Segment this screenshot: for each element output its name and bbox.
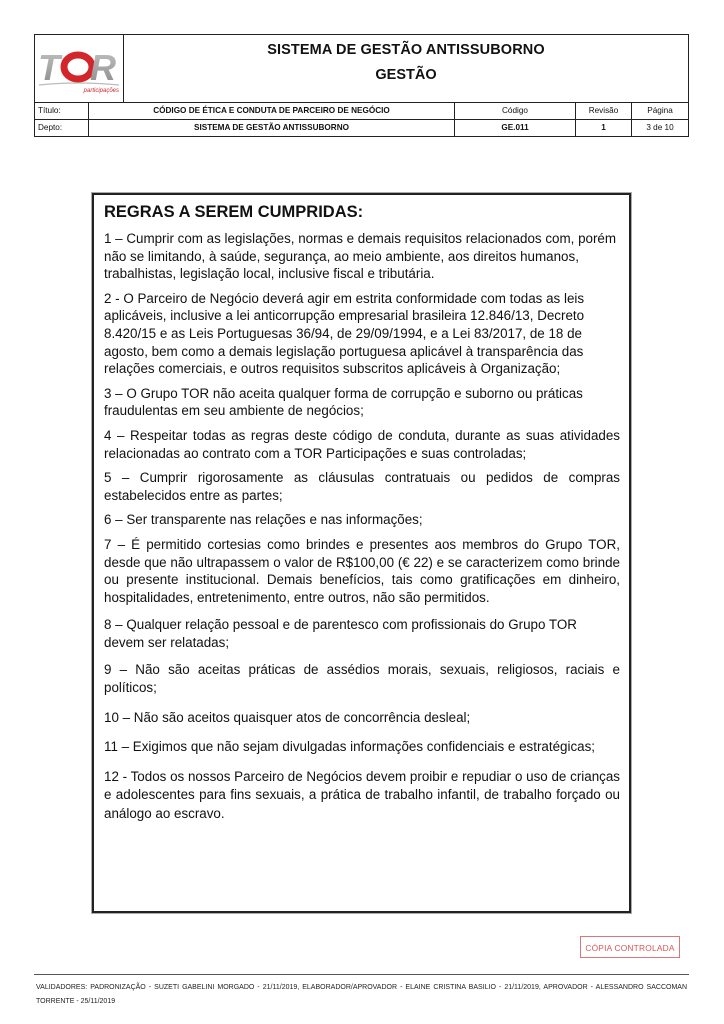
system-subtitle: GESTÃO — [375, 67, 437, 83]
revision-number: 1 — [576, 120, 632, 136]
header-top-row — [35, 35, 688, 103]
header-dept-row — [35, 119, 688, 136]
rule-item-4: 4 – Respeitar todas as regras deste código de conduta, durante as suas atividades relacionadas ao contrato com a TOR Participações e suas controladas; — [104, 427, 620, 461]
rule-item-12: 12 - Todos os nossos Parceiro de Negócios devem proibir e repudiar o uso de crianças e adolescentes para fins sexuais, a prática de trabalho infantil, de trabalho forçado ou análogo ao escravo. — [104, 768, 620, 821]
page-number: 3 de 10 — [646, 123, 674, 132]
rule-item-8: 8 – Qualquer relação pessoal e de parentesco com profissionais do Grupo TOR devem ser relatadas; — [104, 617, 577, 650]
rule-item-9: 9 – Não são aceitas práticas de assédios morais, sexuais, religiosos, raciais e políticos; — [104, 662, 620, 696]
footer-divider — [34, 974, 689, 975]
rules-box — [92, 193, 631, 913]
system-title: SISTEMA DE GESTÃO ANTISSUBORNO — [267, 42, 545, 58]
dept-label: Depto: — [35, 120, 89, 136]
logo-subtext: participações — [83, 88, 119, 94]
rule-item-1: 1 – Cumprir com as legislações, normas e demais requisitos relacionados com, porém não se limitando, à saúde, segurança, ao meio ambiente, aos direitos humanos, trabalhistas, legislação local, inclusive fiscal e tributária. — [104, 231, 617, 282]
rule-item-2: 2 - O Parceiro de Negócio deverá agir em estrita conformidade com todas as leis aplicáveis, inclusive a lei anticorrupção empresarial brasileira 12.846/13, Decreto 8.420/15 e as Leis Portuguesas 36/94, de 29/09/1994, e a Lei 83/2017, de 18 de agosto, bem como a demais legislação portuguesa aplicável à transparência das relações comerciais, e outros requisitos subscritos aplicáveis à Organização; — [104, 290, 585, 377]
revision-column-header: Revisão — [576, 103, 632, 119]
document-header — [34, 34, 689, 137]
document-title: CÓDIGO DE ÉTICA E CONDUTA DE PARCEIRO DE NEGÓCIO — [89, 103, 455, 119]
rule-item-5: 5 – Cumprir rigorosamente as cláusulas contratuais ou pedidos de compras estabelecidos entre as partes; — [104, 470, 620, 503]
rule-item-6: 6 – Ser transparente nas relações e nas informações; — [104, 512, 423, 528]
page-column-header: Página — [647, 106, 673, 115]
rule-item-7: 7 – É permitido cortesias como brindes e presentes aos membros do Grupo TOR, desde que não ultrapassem o valor de R$100,00 (€ 22) e se caracterizem como brinde ou presente institucional. Demais benefícios, tais como gratificações em dinheiro, hospitalidades, entretenimento, entre outros, não são permitidos. — [104, 536, 620, 605]
header-title-cell — [124, 35, 688, 102]
rules-heading: REGRAS A SEREM CUMPRIDAS: — [104, 203, 364, 221]
rule-item-10: 10 – Não são aceitos quaisquer atos de concorrência desleal; — [104, 709, 471, 725]
document-code: GE.011 — [455, 120, 576, 136]
controlled-copy-stamp: CÓPIA CONTROLADA — [580, 936, 680, 958]
department-name: SISTEMA DE GESTÃO ANTISSUBORNO — [89, 120, 455, 136]
header-title-row — [35, 103, 688, 119]
title-label: Título: — [35, 103, 89, 119]
company-logo — [35, 35, 124, 102]
rule-item-11: 11 – Exigimos que não sejam divulgadas informações confidenciais e estratégicas; — [104, 739, 596, 755]
svg-text:R: R — [90, 47, 116, 88]
validators-footer: VALIDADORES: PADRONIZAÇÃO - SUZETI GABELINI MORGADO - 21/11/2019, ELABORADOR/APROVADOR - ELAINE CRISTINA BASILIO - 21/11/2019, APROVADOR - ALESSANDRO SACCOMAN TORRENTE - 25/11/2019 — [36, 984, 687, 1005]
code-column-header: Código — [455, 103, 576, 119]
rule-item-3: 3 – O Grupo TOR não aceita qualquer forma de corrupção e suborno ou práticas fraudulentas em seu ambiente de negócios; — [104, 385, 583, 419]
svg-text:T: T — [38, 47, 58, 88]
tor-logo-icon — [37, 45, 121, 95]
